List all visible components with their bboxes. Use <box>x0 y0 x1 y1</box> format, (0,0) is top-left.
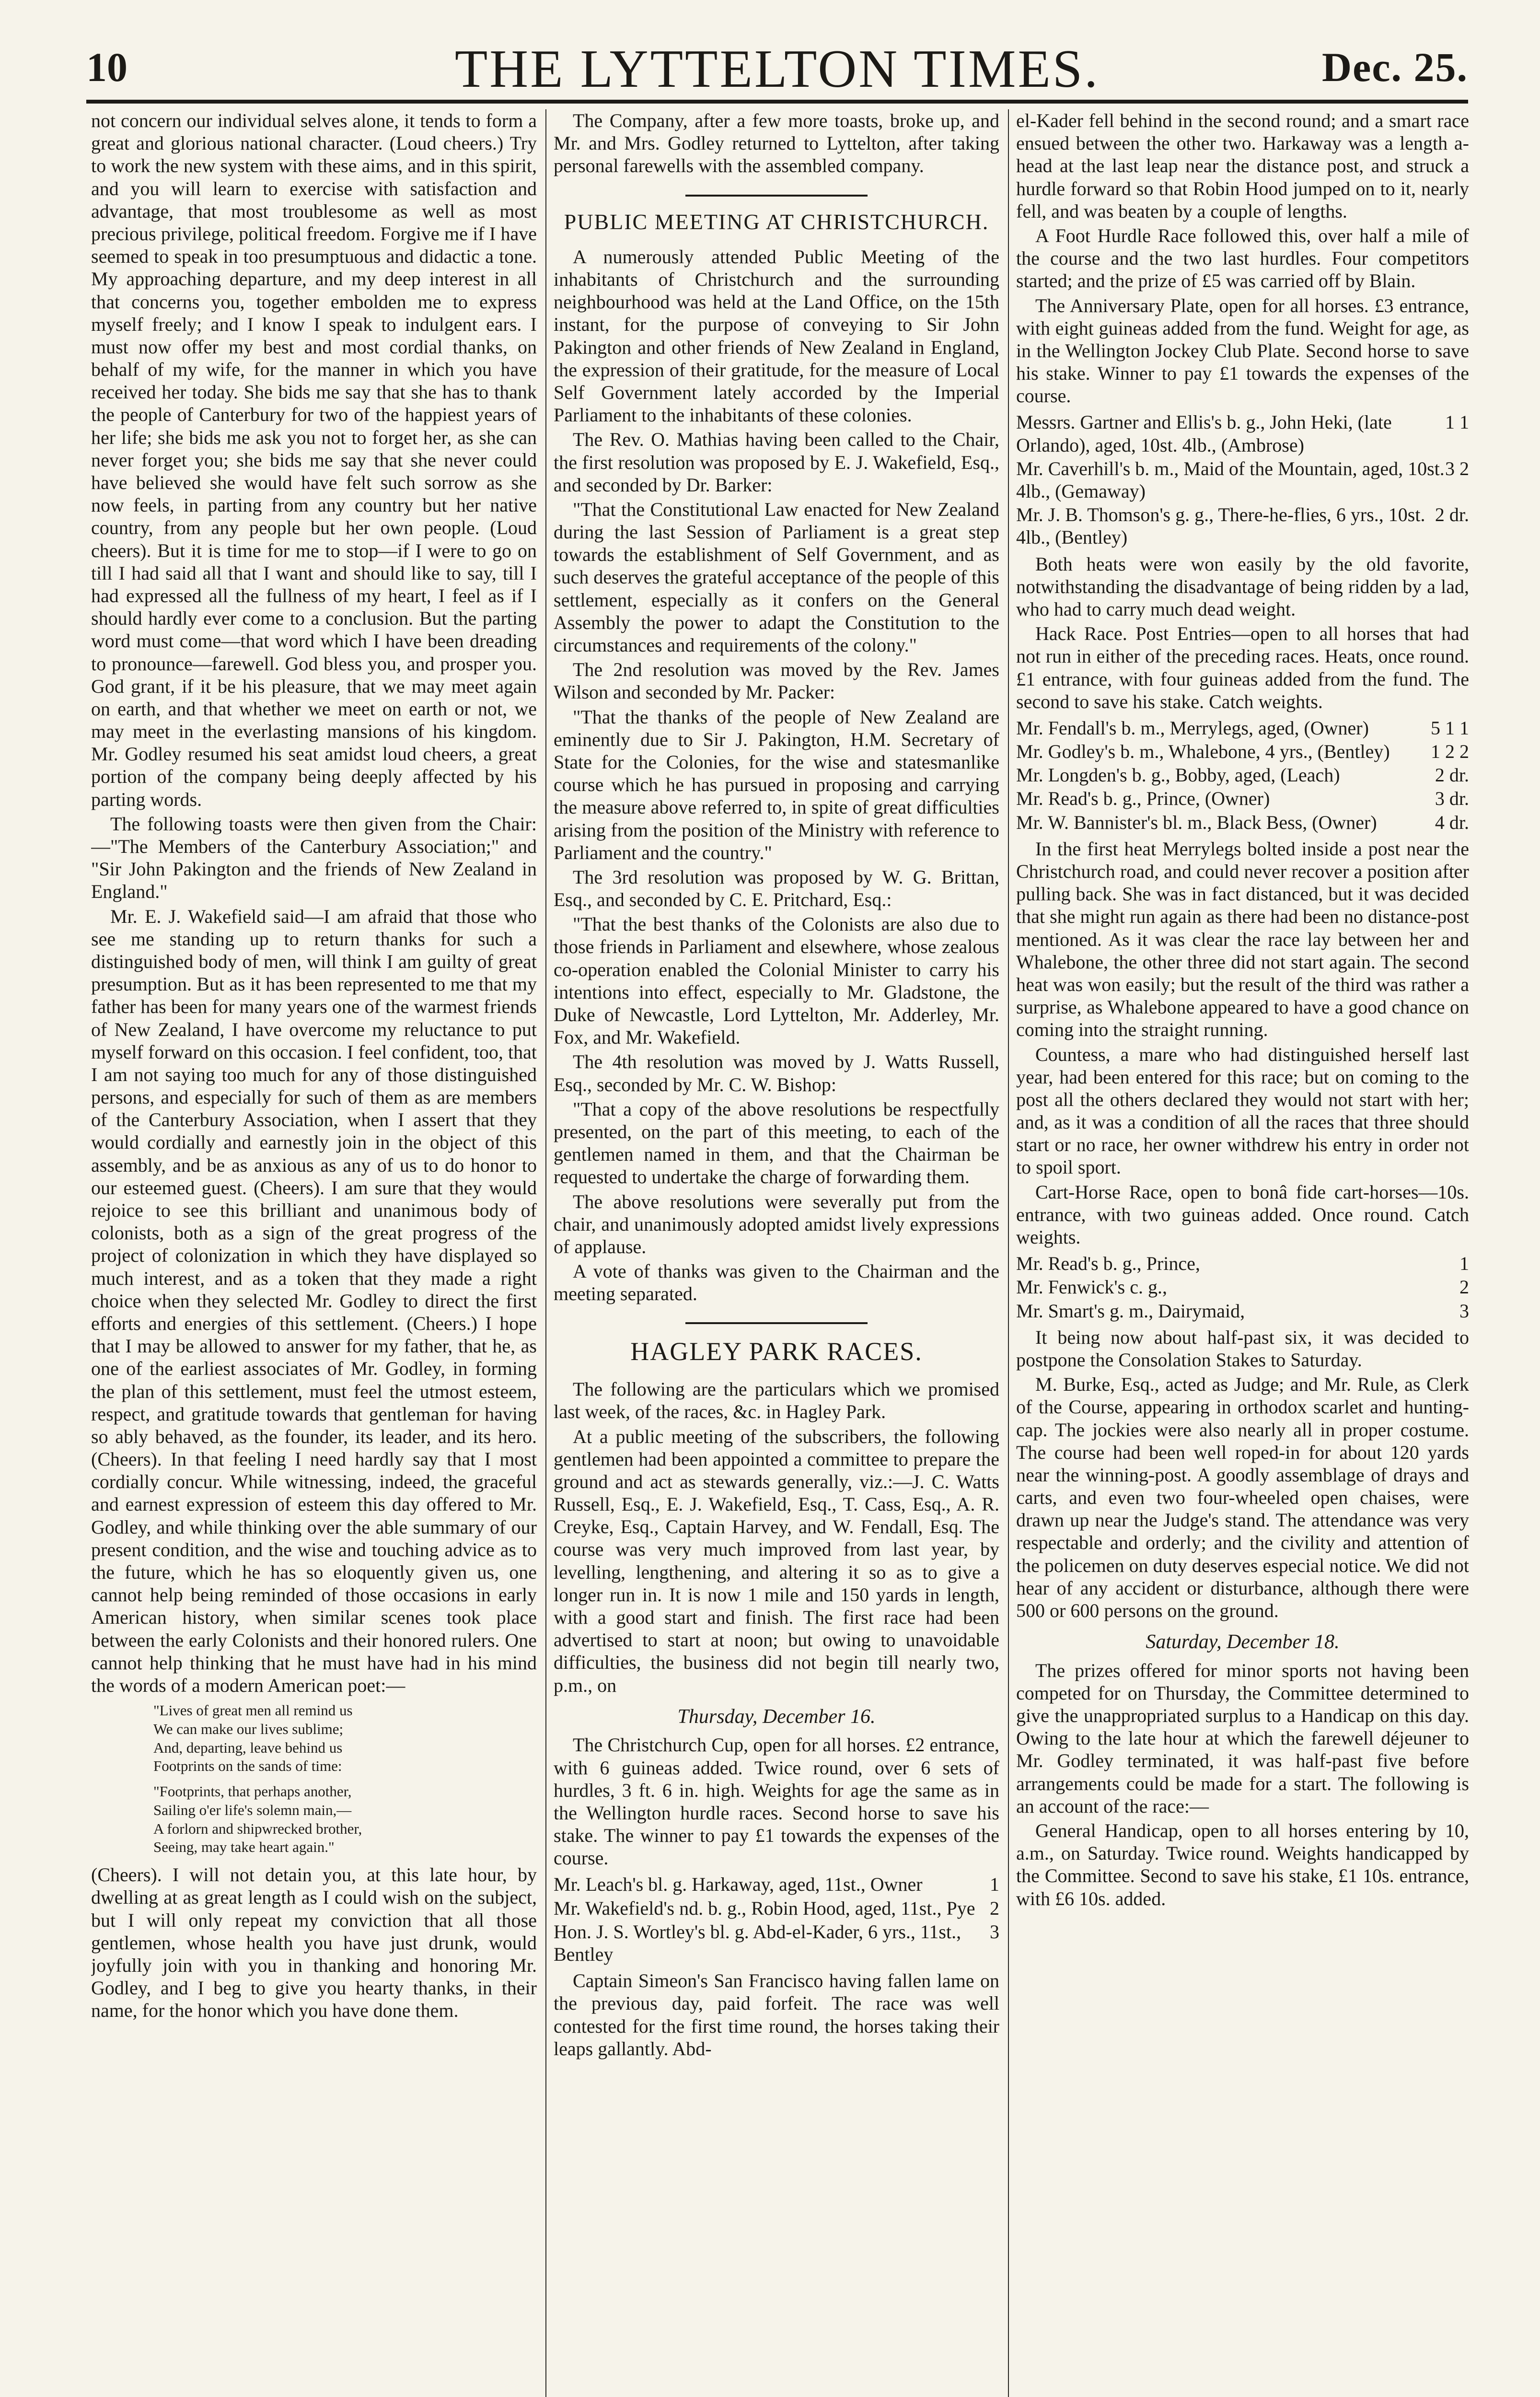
race-entry <box>1016 717 1469 739</box>
race-entries <box>1016 411 1469 548</box>
race-entry-text: Mr. W. Bannister's bl. m., Black Bess, (Owner) <box>1016 811 1377 833</box>
poem-quote <box>153 1701 537 1857</box>
article-paragraph: (Cheers). I will not detain you, at this late hour, by dwelling at as great length as I could wish on the subject, but I will only repeat my conviction that all those gentlemen, whose health you have just drunk, would joyfully join with you in thanking and honoring Mr. Godley, and I beg to give you hearty thanks, in their name, for the honor which you have done them. <box>91 1864 537 2022</box>
race-entry-text: Mr. Read's b. g., Prince, (Owner) <box>1016 788 1270 810</box>
article-paragraph: "That the thanks of the people of New Zealand are eminently due to Sir J. Pakington, H.M. Secretary of State for the Colonies, for the wise and statesmanlike course which he has pursued in proposing and carrying the measure above referred to, in spite of great difficulties arising from the position of the Ministry with reference to Parliament and the country." <box>554 706 999 863</box>
race-entry <box>1016 411 1469 456</box>
column-rule <box>545 109 546 2397</box>
column-2 <box>554 109 999 2397</box>
race-entry-text: Mr. Leach's bl. g. Harkaway, aged, 11st., Owner <box>554 1873 923 1896</box>
race-result: 3 <box>990 1920 999 1943</box>
article-paragraph: Countess, a mare who had distinguished herself last year, had been entered for this race; but on coming to the post all the others declared they would not start with her; and, as it was a condition of all the races that three should start or no race, her owner withdrew his entry in order not to spoil sport. <box>1016 1043 1469 1178</box>
race-entry <box>554 1897 999 1920</box>
race-result: 2 dr. <box>1435 764 1469 786</box>
article-paragraph: The 4th resolution was moved by J. Watts Russell, Esq., seconded by Mr. C. W. Bishop: <box>554 1051 999 1095</box>
race-result: 1 <box>1459 1253 1469 1275</box>
race-entry <box>1016 787 1469 810</box>
date-subheading: Thursday, December 16. <box>677 1705 876 1728</box>
article-paragraph: Both heats were won easily by the old favorite, notwithstanding the disadvantage of being ridden by a lad, who had to carry much dead weight. <box>1016 553 1469 620</box>
article-paragraph: The 2nd resolution was moved by the Rev. James Wilson and seconded by Mr. Packer: <box>554 659 999 703</box>
article-paragraph: "That the best thanks of the Colonists are also due to those friends in Parliament and elsewhere, whose zealous co-operation enabled the Colonial Minister to carry his intentions into effect, especially to Mr. Gladstone, the Duke of Newcastle, Lord Lyttelton, Mr. Adderley, Mr. Fox, and Mr. Wakefield. <box>554 913 999 1048</box>
race-result: 3 <box>1459 1300 1469 1322</box>
section-divider <box>685 195 868 197</box>
poem-stanza: "Lives of great men all remind us We can make our lives sublime; And, departing, leave behind us Footprints on the sands of time: <box>153 1702 353 1775</box>
column-rule <box>1008 109 1009 2397</box>
race-entry <box>1016 740 1469 763</box>
race-result: 3 2 <box>1445 457 1469 479</box>
article-paragraph: The Rev. O. Mathias having been called to the Chair, the first resolution was proposed by E. J. Wakefield, Esq., and seconded by Dr. Barker: <box>554 429 999 496</box>
race-entry <box>1016 457 1469 502</box>
section-heading: PUBLIC MEETING AT CHRISTCHURCH. <box>564 209 989 234</box>
article-paragraph: The following toasts were then given from the Chair:—"The Members of the Canterbury Association;" and "Sir John Pakington and the friends of New Zealand in England." <box>91 813 537 903</box>
article-paragraph: "That the Constitutional Law enacted for New Zealand during the last Session of Parliament is a great step towards the establishment of Self Government, and as such deserves the grateful acceptance of the people of this settlement, especially as it confers on the General Assembly the power to adapt the Constitution to the circumstances and requirements of the colony." <box>554 498 999 656</box>
race-entry <box>554 1873 999 1896</box>
article-paragraph: The above resolutions were severally put from the chair, and unanimously adopted amidst lively expressions of applause. <box>554 1190 999 1257</box>
race-entry-text: Mr. Fenwick's c. g., <box>1016 1276 1167 1298</box>
race-result: 2 <box>1459 1276 1469 1298</box>
masthead-rule <box>86 100 1468 104</box>
section-divider <box>685 1322 868 1324</box>
article-paragraph: The 3rd resolution was proposed by W. G. Brittan, Esq., and seconded by C. E. Pritchard, Esq.: <box>554 866 999 911</box>
race-entry-text: Mr. Caverhill's b. m., Maid of the Mountain, aged, 10st. 4lb., (Gemaway) <box>1016 457 1445 502</box>
poem-stanza: "Footprints, that perhaps another, Sailing o'er life's solemn main,— A forlorn and shipwrecked brother, Seeing, may take heart again." <box>153 1783 362 1856</box>
article-paragraph: Mr. E. J. Wakefield said—I am afraid that those who see me standing up to return thanks for such a distinguished body of men, will think I am guilty of great presumption. But as it has been represented to me that my father has been for many years one of the warmest friends of New Zealand, I have overcome my reluctance to put myself forward on this occasion. I feel confident, too, that I am not saying too much for any of those distinguished persons, and especially for such of them as are members of the Canterbury Association, when I assert that they would cordially and earnestly join in the object of this assembly, and be as anxious as any of us to do honor to our esteemed guest. (Cheers). I am sure that they would rejoice to see this brilliant and unanimous body of colonists, both as a sign of the great progress of the project of colonization in which they have displayed so much interest, and as a token that they made a right choice when they selected Mr. Godley to direct the first efforts and energies of this settlement. (Cheers.) I hope that I may be allowed to answer for my father, that he, as one of the earliest associates of Mr. Godley, in forming the plan of this settlement, must feel the utmost esteem, respect, and gratitude towards that gentleman for having so ably behaved, as the founder, its leader, and its hero. (Cheers). In that feeling I need hardly say that I most cordially concur. While witnessing, indeed, the graceful and earnest expression of esteem this day offered to Mr. Godley, and while thinking over the able summary of our present condition, and the wise and touching advice as to the future, which he has so eloquently given us, one cannot help being reminded of those occasions in early American history, when similar scenes took place between the early Colonists and their honored rulers. One cannot help thinking that he must have had in his mind the words of a modern American poet:— <box>91 905 537 1696</box>
race-entry <box>1016 764 1469 786</box>
race-result: 2 dr. <box>1435 504 1469 526</box>
column-1 <box>91 109 537 2397</box>
date-subheading: Saturday, December 18. <box>1146 1631 1340 1653</box>
article-paragraph: It being now about half-past six, it was decided to postpone the Consolation Stakes to Saturday. <box>1016 1326 1469 1371</box>
race-entries <box>554 1873 999 1966</box>
race-result: 5 1 1 <box>1431 717 1469 739</box>
race-entry <box>1016 1300 1469 1322</box>
race-result: 4 dr. <box>1435 811 1469 833</box>
article-paragraph: The Christchurch Cup, open for all horses. £2 entrance, with 6 guineas added. Twice round, over 6 sets of hurdles, 3 ft. 6 in. high. Weights for age the same as in the Wellington hurdle races. Second horse to save his stake. The winner to pay £1 towards the expenses of the course. <box>554 1734 999 1869</box>
article-paragraph: Hack Race. Post Entries—open to all horses that had not run in either of the preceding races. Heats, once round. £1 entrance, with four guineas added from the fund. The second to save his stake. Catch weights. <box>1016 623 1469 712</box>
article-paragraph: The Company, after a few more toasts, broke up, and Mr. and Mrs. Godley returned to Lyttelton, after taking personal farewells with the assembled company. <box>554 110 999 177</box>
race-entry-text: Mr. Smart's g. m., Dairymaid, <box>1016 1300 1245 1322</box>
issue-date: Dec. 25. <box>1322 44 1468 90</box>
article-paragraph: At a public meeting of the subscribers, the following gentlemen had been appointed a committee to prepare the ground and act as stewards generally, viz.:—J. C. Watts Russell, Esq., E. J. Wakefield, Esq., T. Cass, Esq., A. R. Creyke, Esq., Captain Harvey, and W. Fendall, Esq. The course was very much improved from last year, by levelling, lengthening, and altering it so as to give a longer run in. It is now 1 mile and 150 yards in length, with a good start and finish. The first race had been advertised to start at noon; but owing to unavoidable difficulties, the business did not begin till nearly two, p.m., on <box>554 1425 999 1696</box>
article-paragraph: Cart-Horse Race, open to bonâ fide cart-horses—10s. entrance, with two guineas added. Once round. Catch weights. <box>1016 1181 1469 1248</box>
race-entry-text: Messrs. Gartner and Ellis's b. g., John Heki, (late Orlando), aged, 10st. 4lb., (Ambrose) <box>1016 411 1392 456</box>
race-entry-text: Mr. Godley's b. m., Whalebone, 4 yrs., (Bentley) <box>1016 741 1390 763</box>
page-number: 10 <box>86 44 127 90</box>
race-entry <box>554 1920 999 1966</box>
race-entry-text: Mr. Fendall's b. m., Merrylegs, aged, (Owner) <box>1016 717 1369 739</box>
race-entry-text: Mr. Wakefield's nd. b. g., Robin Hood, aged, 11st., Pye <box>554 1897 975 1919</box>
article-paragraph: A Foot Hurdle Race followed this, over half a mile of the course and the two last hurdles. Four competitors started; and the prize of £5 was carried off by Blain. <box>1016 224 1469 292</box>
article-paragraph: In the first heat Merrylegs bolted inside a post near the Christchurch road, and could never recover a position after pulling back. She was in fact distanced, but it was decided that she might run again as there had been no distance-post mentioned. As it was clear the race lay between her and Whalebone, the other three did not start again. The second heat was won easily; but the result of the third was rather a surprise, as Whalebone appeared to have a good chance on coming into the straight running. <box>1016 838 1469 1041</box>
race-result: 1 2 2 <box>1431 741 1469 763</box>
race-entry-text: Mr. Read's b. g., Prince, <box>1016 1253 1200 1275</box>
race-entry <box>1016 1252 1469 1275</box>
race-entries <box>1016 717 1469 834</box>
race-entry <box>1016 811 1469 834</box>
article-paragraph: Captain Simeon's San Francisco having fallen lame on the previous day, paid forfeit. The race was well contested for the first time round, the horses taking their leaps gallantly. Abd- <box>554 1970 999 2060</box>
article-paragraph: The prizes offered for minor sports not having been competed for on Thursday, the Committee determined to give the unappropriated surplus to a Handicap on this day. Owing to the late hour at which the farewell déjeuner to Mr. Godley terminated, it was half-past five before arrangements could be made for a start. The following is an account of the race:— <box>1016 1659 1469 1817</box>
race-entry-text: Mr. Longden's b. g., Bobby, aged, (Leach) <box>1016 764 1340 786</box>
section-heading: HAGLEY PARK RACES. <box>630 1337 923 1366</box>
column-3 <box>1016 109 1469 2397</box>
race-entry <box>1016 503 1469 548</box>
article-paragraph: el-Kader fell behind in the second round; and a smart race ensued between the other two. Harkaway was a length a-head at the last leap near the distance post, and struck a hurdle forward so that Robin Hood jumped on to it, nearly fell, and was beaten by a couple of lengths. <box>1016 110 1469 222</box>
article-paragraph: The following are the particulars which we promised last week, of the races, &c. in Hagley Park. <box>554 1378 999 1423</box>
article-paragraph: A vote of thanks was given to the Chairman and the meeting separated. <box>554 1260 999 1305</box>
race-entries <box>1016 1252 1469 1322</box>
race-entry-text: Hon. J. S. Wortley's bl. g. Abd-el-Kader, 6 yrs., 11st., Bentley <box>554 1920 961 1966</box>
race-entry <box>1016 1276 1469 1298</box>
race-result: 1 1 <box>1445 411 1469 433</box>
race-result: 3 dr. <box>1435 788 1469 810</box>
article-paragraph: M. Burke, Esq., acted as Judge; and Mr. Rule, as Clerk of the Course, appearing in orthodox scarlet and hunting-cap. The jockies were also nearly all in proper costume. The course had been well roped-in for about 120 yards near the winning-post. A goodly assemblage of drays and carts, and even two four-wheeled open chaises, were drawn up near the Judge's stand. The attendance was very respectable and orderly; and the civility and attention of the policemen on duty deserves especial notice. We did not hear of any accident or disturbance, although there were 500 or 600 persons on the ground. <box>1016 1373 1469 1621</box>
newspaper-title: THE LYTTELTON TIMES. <box>454 39 1100 99</box>
article-paragraph: A numerously attended Public Meeting of the inhabitants of Christchurch and the surrounding neighbourhood was held at the Land Office, on the 15th instant, for the purpose of conveying to Sir John Pakington and other friends of New Zealand in England, the expression of their gratitude, for the measure of Local Self Government lately accorded by the Imperial Parliament to the inhabitants of these colonies. <box>554 245 999 426</box>
article-paragraph: "That a copy of the above resolutions be respectfully presented, on the part of this meeting, to each of the gentlemen named in them, and that the Chairman be requested to undertake the charge of forwarding them. <box>554 1098 999 1188</box>
race-result: 1 <box>990 1873 999 1896</box>
race-result: 2 <box>990 1897 999 1919</box>
race-entry-text: Mr. J. B. Thomson's g. g., There-he-flies, 6 yrs., 10st. 4lb., (Bentley) <box>1016 504 1425 548</box>
article-paragraph: General Handicap, open to all horses entering by 10, a.m., on Saturday. Twice round. Weights handicapped by the Committee. Second to save his stake, £1 10s. entrance, with £6 10s. added. <box>1016 1820 1469 1909</box>
article-paragraph: not concern our individual selves alone, it tends to form a great and glorious national character. (Loud cheers.) Try to work the new system with these aims, and in this spirit, and you will learn to exercise with satisfaction and advantage, that most troublesome as well as most precious privilege, political freedom. Forgive me if I have seemed to speak in too presumptuous and didactic a tone. My approaching departure, and my deep interest in all that concerns you, together embolden me to express myself freely; and I know I speak to indulgent ears. I must now offer my best and most cordial thanks, on behalf of my wife, for the manner in which you have received her today. She bids me say that she has to thank the people of Canterbury for two of the happiest years of her life; she bids me ask you not to forget her, as she can never forget you; she bids me say that she never could have believed she would have felt such sorrow as she now feels, in parting from any country but her native country, from any people but her own people. (Loud cheers). But it is time for me to stop—if I were to go on till I had said all that I want and should like to say, till I had expressed all the fullness of my heart, I feel as if I should hardly ever come to a conclusion. But the parting word must come—that word which I have been dreading to pronounce—farewell. God bless you, and prosper you. God grant, if it be his pleasure, that we may meet again on earth, and that whether we meet on earth or not, we may meet in the everlasting mansions of his kingdom. Mr. Godley resumed his seat amidst loud cheers, a great portion of the company being deeply affected by his parting words. <box>91 110 537 810</box>
article-paragraph: The Anniversary Plate, open for all horses. £3 entrance, with eight guineas added from the fund. Weight for age, as in the Wellington Jockey Club Plate. Second horse to save his stake. Winner to pay £1 towards the expenses of the course. <box>1016 294 1469 407</box>
